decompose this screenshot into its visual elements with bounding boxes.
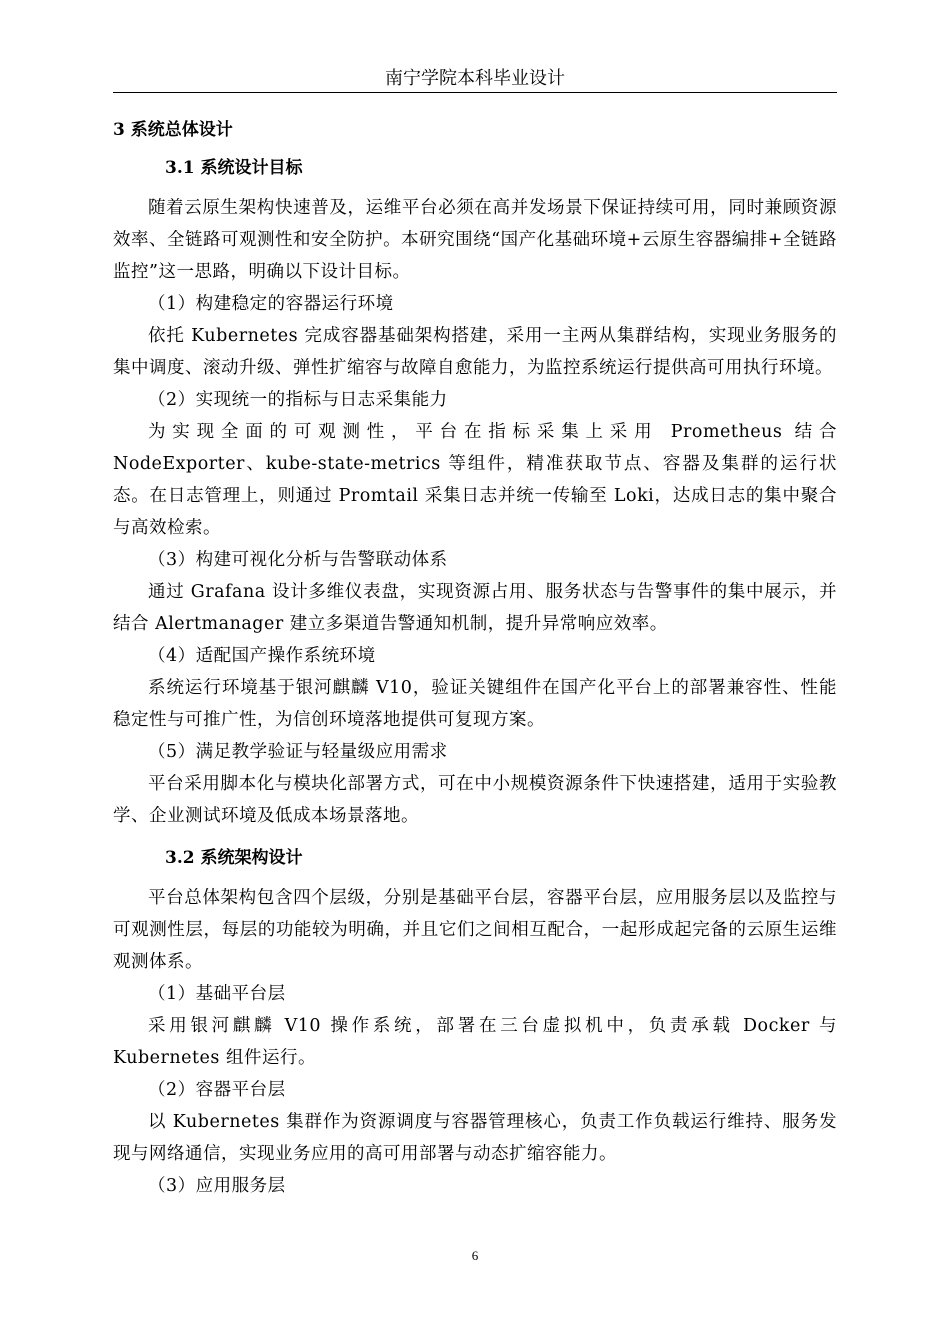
goal-4-heading: （4）适配国产操作系统环境 [148,646,376,666]
section-3-1-title: 3.1 系统设计目标 [165,158,303,178]
goal-3-heading: （3）构建可视化分析与告警联动体系 [148,550,448,570]
goal-3-text: 通过 Grafana 设计多维仪表盘，实现资源占用、服务状态与告警事件的集中展示，并结合 Alertmanager 建立多渠道告警通知机制，提升异常响应效率。 [113,582,837,634]
section-3-2-title: 3.2 系统架构设计 [165,848,303,868]
layer-1-text-line1: 采用银河麒麟 V10 操作系统，部署在三台虚拟机中，负责承载 Docker 与 [148,1016,837,1036]
page-body [113,114,837,1202]
goal-1-text: 依托 Kubernetes 完成容器基础架构搭建，采用一主两从集群结构，实现业务服务的集中调度、滚动升级、弹性扩缩容与故障自愈能力，为监控系统运行提供高可用执行环境。 [113,326,837,378]
chapter-title: 3 系统总体设计 [113,120,233,140]
layer-3-heading: （3）应用服务层 [148,1176,286,1196]
page-header: 南宁学院本科毕业设计 [385,68,565,89]
layer-2-heading: （2）容器平台层 [148,1080,286,1100]
layer-1-text-line2: Kubernetes 组件运行。 [113,1048,316,1068]
goal-2-heading: （2）实现统一的指标与日志采集能力 [148,390,448,410]
header-rule [113,92,837,93]
goal-5-text: 平台采用脚本化与模块化部署方式，可在中小规模资源条件下快速搭建，适用于实验教学、企业测试环境及低成本场景落地。 [113,774,837,826]
layer-2-text: 以 Kubernetes 集群作为资源调度与容器管理核心，负责工作负载运行维持、服务发现与网络通信，实现业务应用的高可用部署与动态扩缩容能力。 [113,1112,837,1164]
layer-1-heading: （1）基础平台层 [148,984,286,1004]
goal-2-text: 为实现全面的可观测性，平台在指标采集上采用 Prometheus 结合 NodeExporter、kube-state-metrics 等组件，精准获取节点、容器及集群的运行状态。在日志管理上，则通过 Promtail 采集日志并统一传输至 Loki，达成日志的集中聚合与高效检索。 [113,422,837,538]
section-3-1-intro: 随着云原生架构快速普及，运维平台必须在高并发场景下保证持续可用，同时兼顾资源效率、全链路可观测性和安全防护。本研究围绕“国产化基础环境+云原生容器编排+全链路监控”这一思路，明确以下设计目标。 [113,198,837,282]
goal-1-heading: （1）构建稳定的容器运行环境 [148,294,394,314]
section-3-2-intro: 平台总体架构包含四个层级，分别是基础平台层，容器平台层，应用服务层以及监控与可观测性层，每层的功能较为明确，并且它们之间相互配合，一起形成起完备的云原生运维观测体系。 [113,888,837,972]
goal-4-text: 系统运行环境基于银河麒麟 V10，验证关键组件在国产化平台上的部署兼容性、性能稳定性与可推广性，为信创环境落地提供可复现方案。 [113,678,837,730]
page-number: 6 [471,1248,479,1263]
goal-5-heading: （5）满足教学验证与轻量级应用需求 [148,742,448,762]
